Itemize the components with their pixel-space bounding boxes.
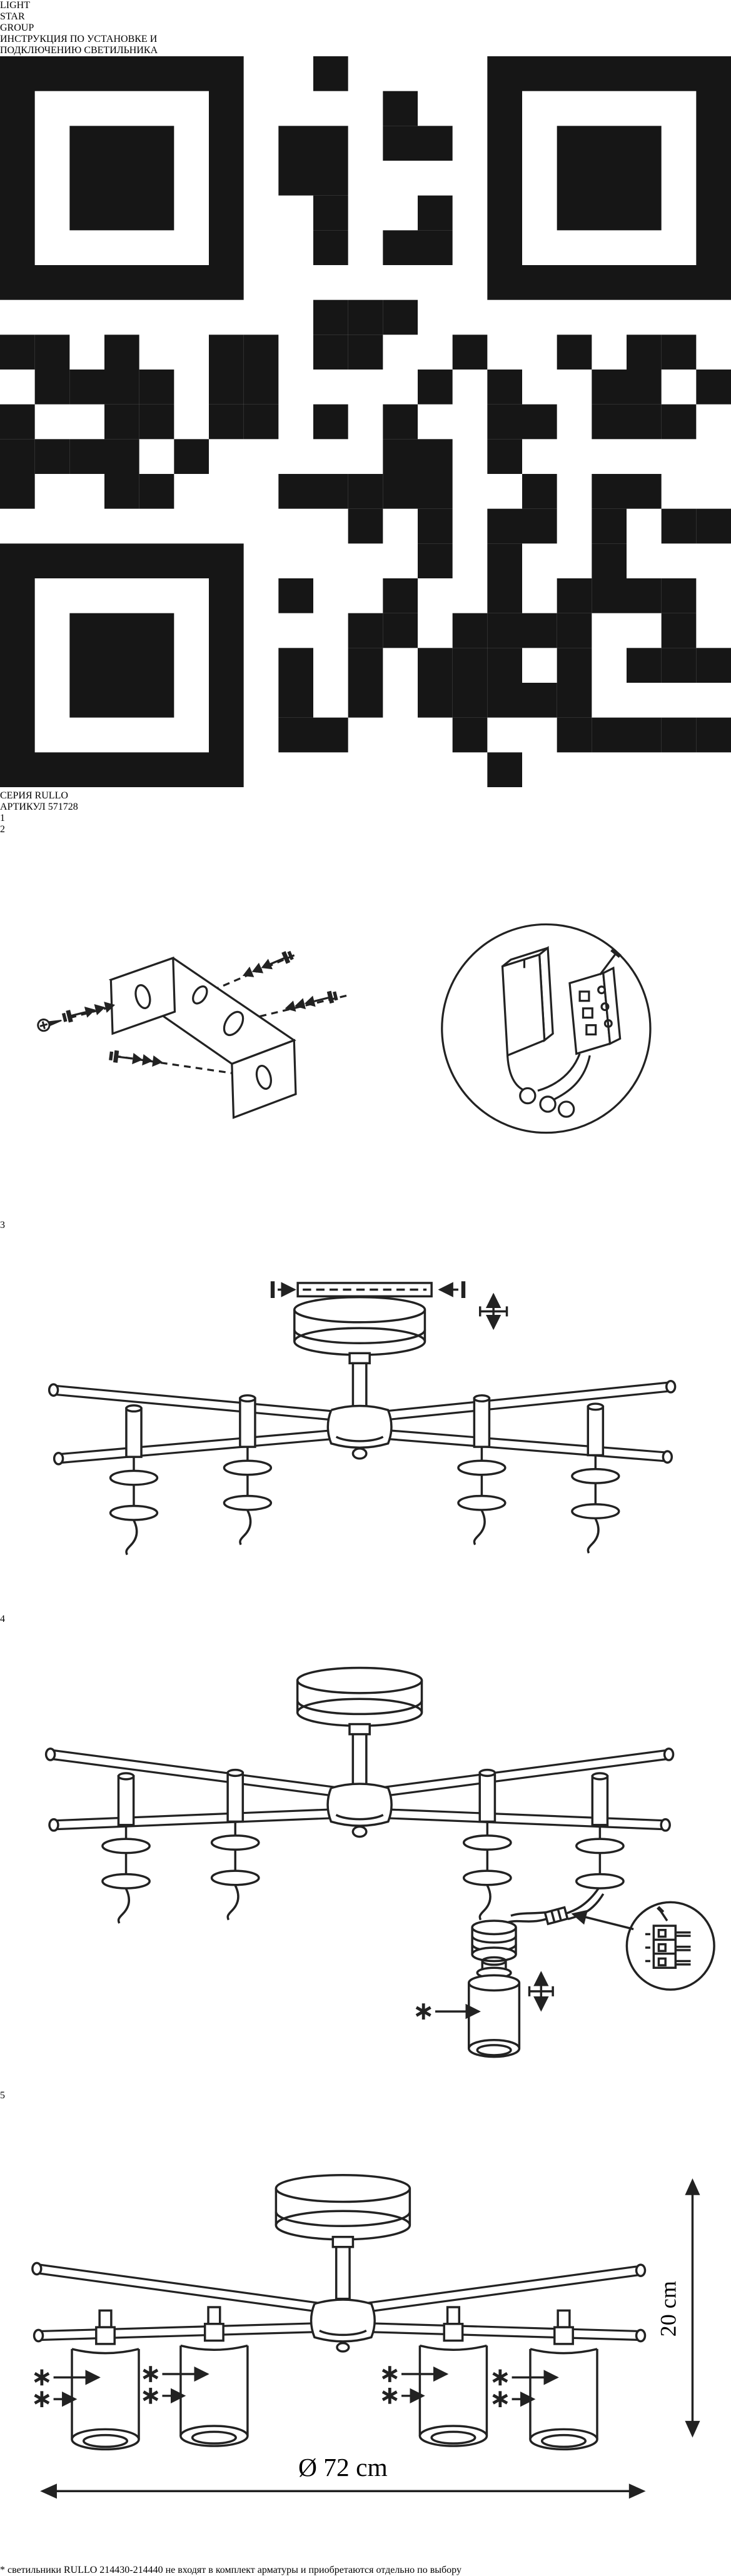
step-2-number: 2 [0,824,5,835]
article-label: АРТИКУЛ 571728 [0,802,78,812]
step-3-number: 3 [0,1220,5,1231]
logo-text-star: STAR [0,11,25,22]
step-4-number: 4 [0,1614,5,1625]
header [0,0,731,813]
step-4-illustration [0,1625,731,2087]
step-5-panel [0,2090,731,2565]
title-line-1: ИНСТРУКЦИЯ ПО УСТАНОВКЕ И [0,34,158,44]
footnote: * светильники RULLO 214430-214440 не входят в комплект арматуры и приобретаются отдельно по выбору [0,2564,461,2575]
step-1-number: 1 [0,813,5,823]
step-5-illustration [0,2101,731,2562]
step-3-illustration [0,1231,731,1611]
step-3-panel [0,1220,731,1614]
logo-text-light: LIGHT [0,0,30,11]
series-label: СЕРИЯ RULLO [0,790,68,801]
title-line-2: ПОДКЛЮЧЕНИЮ СВЕТИЛЬНИКА [0,45,158,56]
qr-code-icon [0,56,731,787]
step-5-number: 5 [0,2090,5,2101]
height-dimension-label: 20 cm [655,2281,681,2337]
series-article-block [0,790,731,813]
step-1-2-illustration [0,835,731,1217]
diameter-dimension-label: Ø 72 cm [298,2453,388,2482]
lightstar-logo [0,0,731,34]
step-1-2-panel [0,813,731,1220]
step-4-panel [0,1614,731,2090]
page-title [0,34,731,56]
logo-text-group: GROUP [0,23,34,33]
